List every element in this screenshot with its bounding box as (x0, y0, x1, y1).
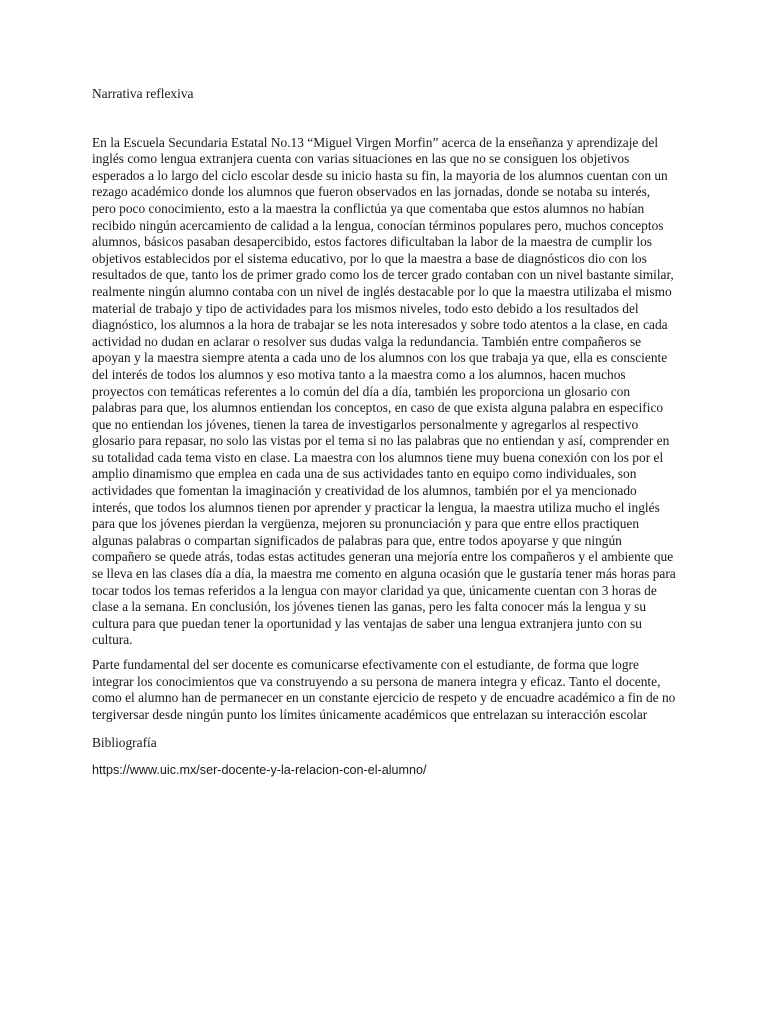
document-title: Narrativa reflexiva (92, 86, 194, 101)
document-body (92, 86, 676, 779)
body-paragraph-2: Parte fundamental del ser docente es comunicarse efectivamente con el estudiante, de forma que logre integrar los conocimientos que va construyendo a su persona de manera integra y eficaz. Tanto el docente, como el alumno han de permanecer en un constante ejercicio de respeto y de encuadre académico a fin de no tergiversar desde ningún punto los límites únicamente académicos que entrelazan su interacción escolar (92, 657, 676, 722)
bibliography-heading: Bibliografía (92, 735, 157, 751)
bibliography-entry: https://www.uic.mx/ser-docente-y-la-relacion-con-el-alumno/ (92, 762, 427, 777)
body-paragraph-1: En la Escuela Secundaria Estatal No.13 “Miguel Virgen Morfin” acerca de la enseñanza y aprendizaje del inglés como lengua extranjera cuenta con varias situaciones en las que no se consiguen los objetivos esperados a lo largo del ciclo escolar desde su inicio hasta su fin, la mayoria de los alumnos cuentan con un rezago académico donde los alumnos que fueron observados en las jornadas, donde se notaba su interés, pero poco conocimiento, esto a la maestra la conflictúa ya que comentaba que estos alumnos no habían recibido ningún acercamiento de calidad a la lengua, conocían términos populares pero, muchos conceptos alumnos, básicos pasaban desapercibido, estos factores dificultaban la labor de la maestra de cumplir los objetivos establecidos por el sistema educativo, por lo que la maestra a base de diagnósticos dio con los resultados de que, tanto los de primer grado como los de tercer grado contaban con un nivel bastante similar, realmente ningún alumno contaba con un nivel de inglés destacable por lo que la maestra utilizaba el mismo material de trabajo y tipo de actividades para los mismos niveles, todo esto debido a los resultados del diagnóstico, los alumnos a la hora de trabajar se les nota interesados y sobre todo atentos a la clase, en cada actividad no dudan en aclarar o resolver sus dudas valga la redundancia. También entre compañeros se apoyan y la maestra siempre atenta a cada uno de los alumnos con los que trabaja ya que, ella es consciente del interés de todos los alumnos y eso motiva tanto a la maestra como a los alumnos, hacen muchos proyectos con temáticas referentes a lo común del día a día, también les proporciona un glosario con palabras para que, los alumnos entiendan los conceptos, en caso de que exista alguna palabra en especifico que no entiendan los jóvenes, tienen la tarea de investigarlos personalmente y agregarlos al respectivo glosario para repasar, no solo las vistas por el tema si no las palabras que no entiendan y así, comprender en su totalidad cada tema visto en clase. La maestra con los alumnos tiene muy buena conexión con los por el amplio dinamismo que emplea en cada una de sus actividades tanto en equipo como individuales, son actividades que fomentan la imaginación y creatividad de los alumnos, también por el ya mencionado interés, que todos los alumnos tienen por aprender y practicar la lengua, la maestra utiliza mucho el inglés para que los jóvenes pierdan la vergüenza, mejoren su pronunciación y para que entre ellos practiquen algunas palabras o compartan significados de palabras para que, entre todos apoyarse y que ningún compañero se quede atrás, todas estas actitudes generan una mejoría entre los compañeros y el ambiente que se lleva en las clases día a día, la maestra me comento en alguna ocasión que le gustaría tener más horas para tocar todos los temas referidos a la lengua con mayor claridad ya que, únicamente cuentan con 3 horas de clase a la semana. En conclusión, los jóvenes tienen las ganas, pero les falta conocer más la lengua y su cultura para que puedan tener la oportunidad y las ventajas de saber una lengua extranjera junto con su cultura. (92, 134, 676, 648)
